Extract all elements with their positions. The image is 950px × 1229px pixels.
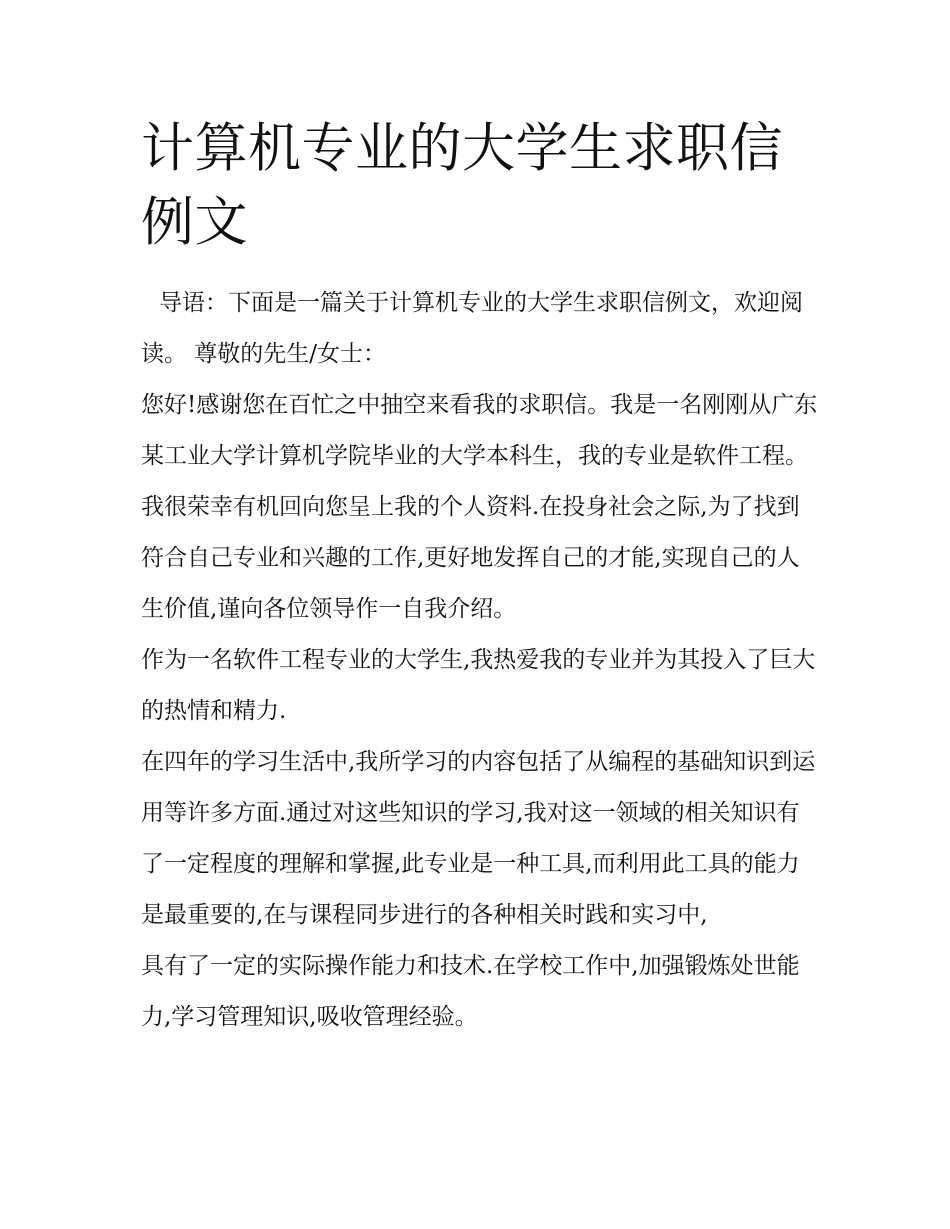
paragraph-skills: 具有了一定的实际操作能力和技术.在学校工作中,加强锻炼处世能力,学习管理知识,吸收管理经验。	[141, 953, 800, 1030]
document-body	[141, 278, 818, 1043]
document-title: 计算机专业的大学生求职信例文	[141, 118, 783, 253]
paragraph-greeting: 您好!感谢您在百忙之中抽空来看我的求职信。我是一名刚刚从广东某工业大学计算机学院毕业的大学本科生，我的专业是软件工程。我很荣幸有机回向您呈上我的个人资料.在投身社会之际,为了找到符合自己专业和兴趣的工作,更好地发挥自己的才能,实现自己的人生价值,谨向各位领导作一自我介绍。	[141, 392, 818, 622]
paragraph-study: 在四年的学习生活中,我所学习的内容包括了从编程的基础知识到运用等许多方面.通过对这些知识的学习,我对这一领域的相关知识有了一定程度的理解和掌握,此专业是一种工具,而利用此工具的能力是最重要的,在与课程同步进行的各种相关时践和实习中,	[141, 749, 816, 928]
paragraph-intro: 导语：下面是一篇关于计算机专业的大学生求职信例文，欢迎阅读。 尊敬的先生/女士：	[141, 290, 803, 367]
paragraph-major: 作为一名软件工程专业的大学生,我热爱我的专业并为其投入了巨大的热情和精力.	[141, 647, 816, 724]
